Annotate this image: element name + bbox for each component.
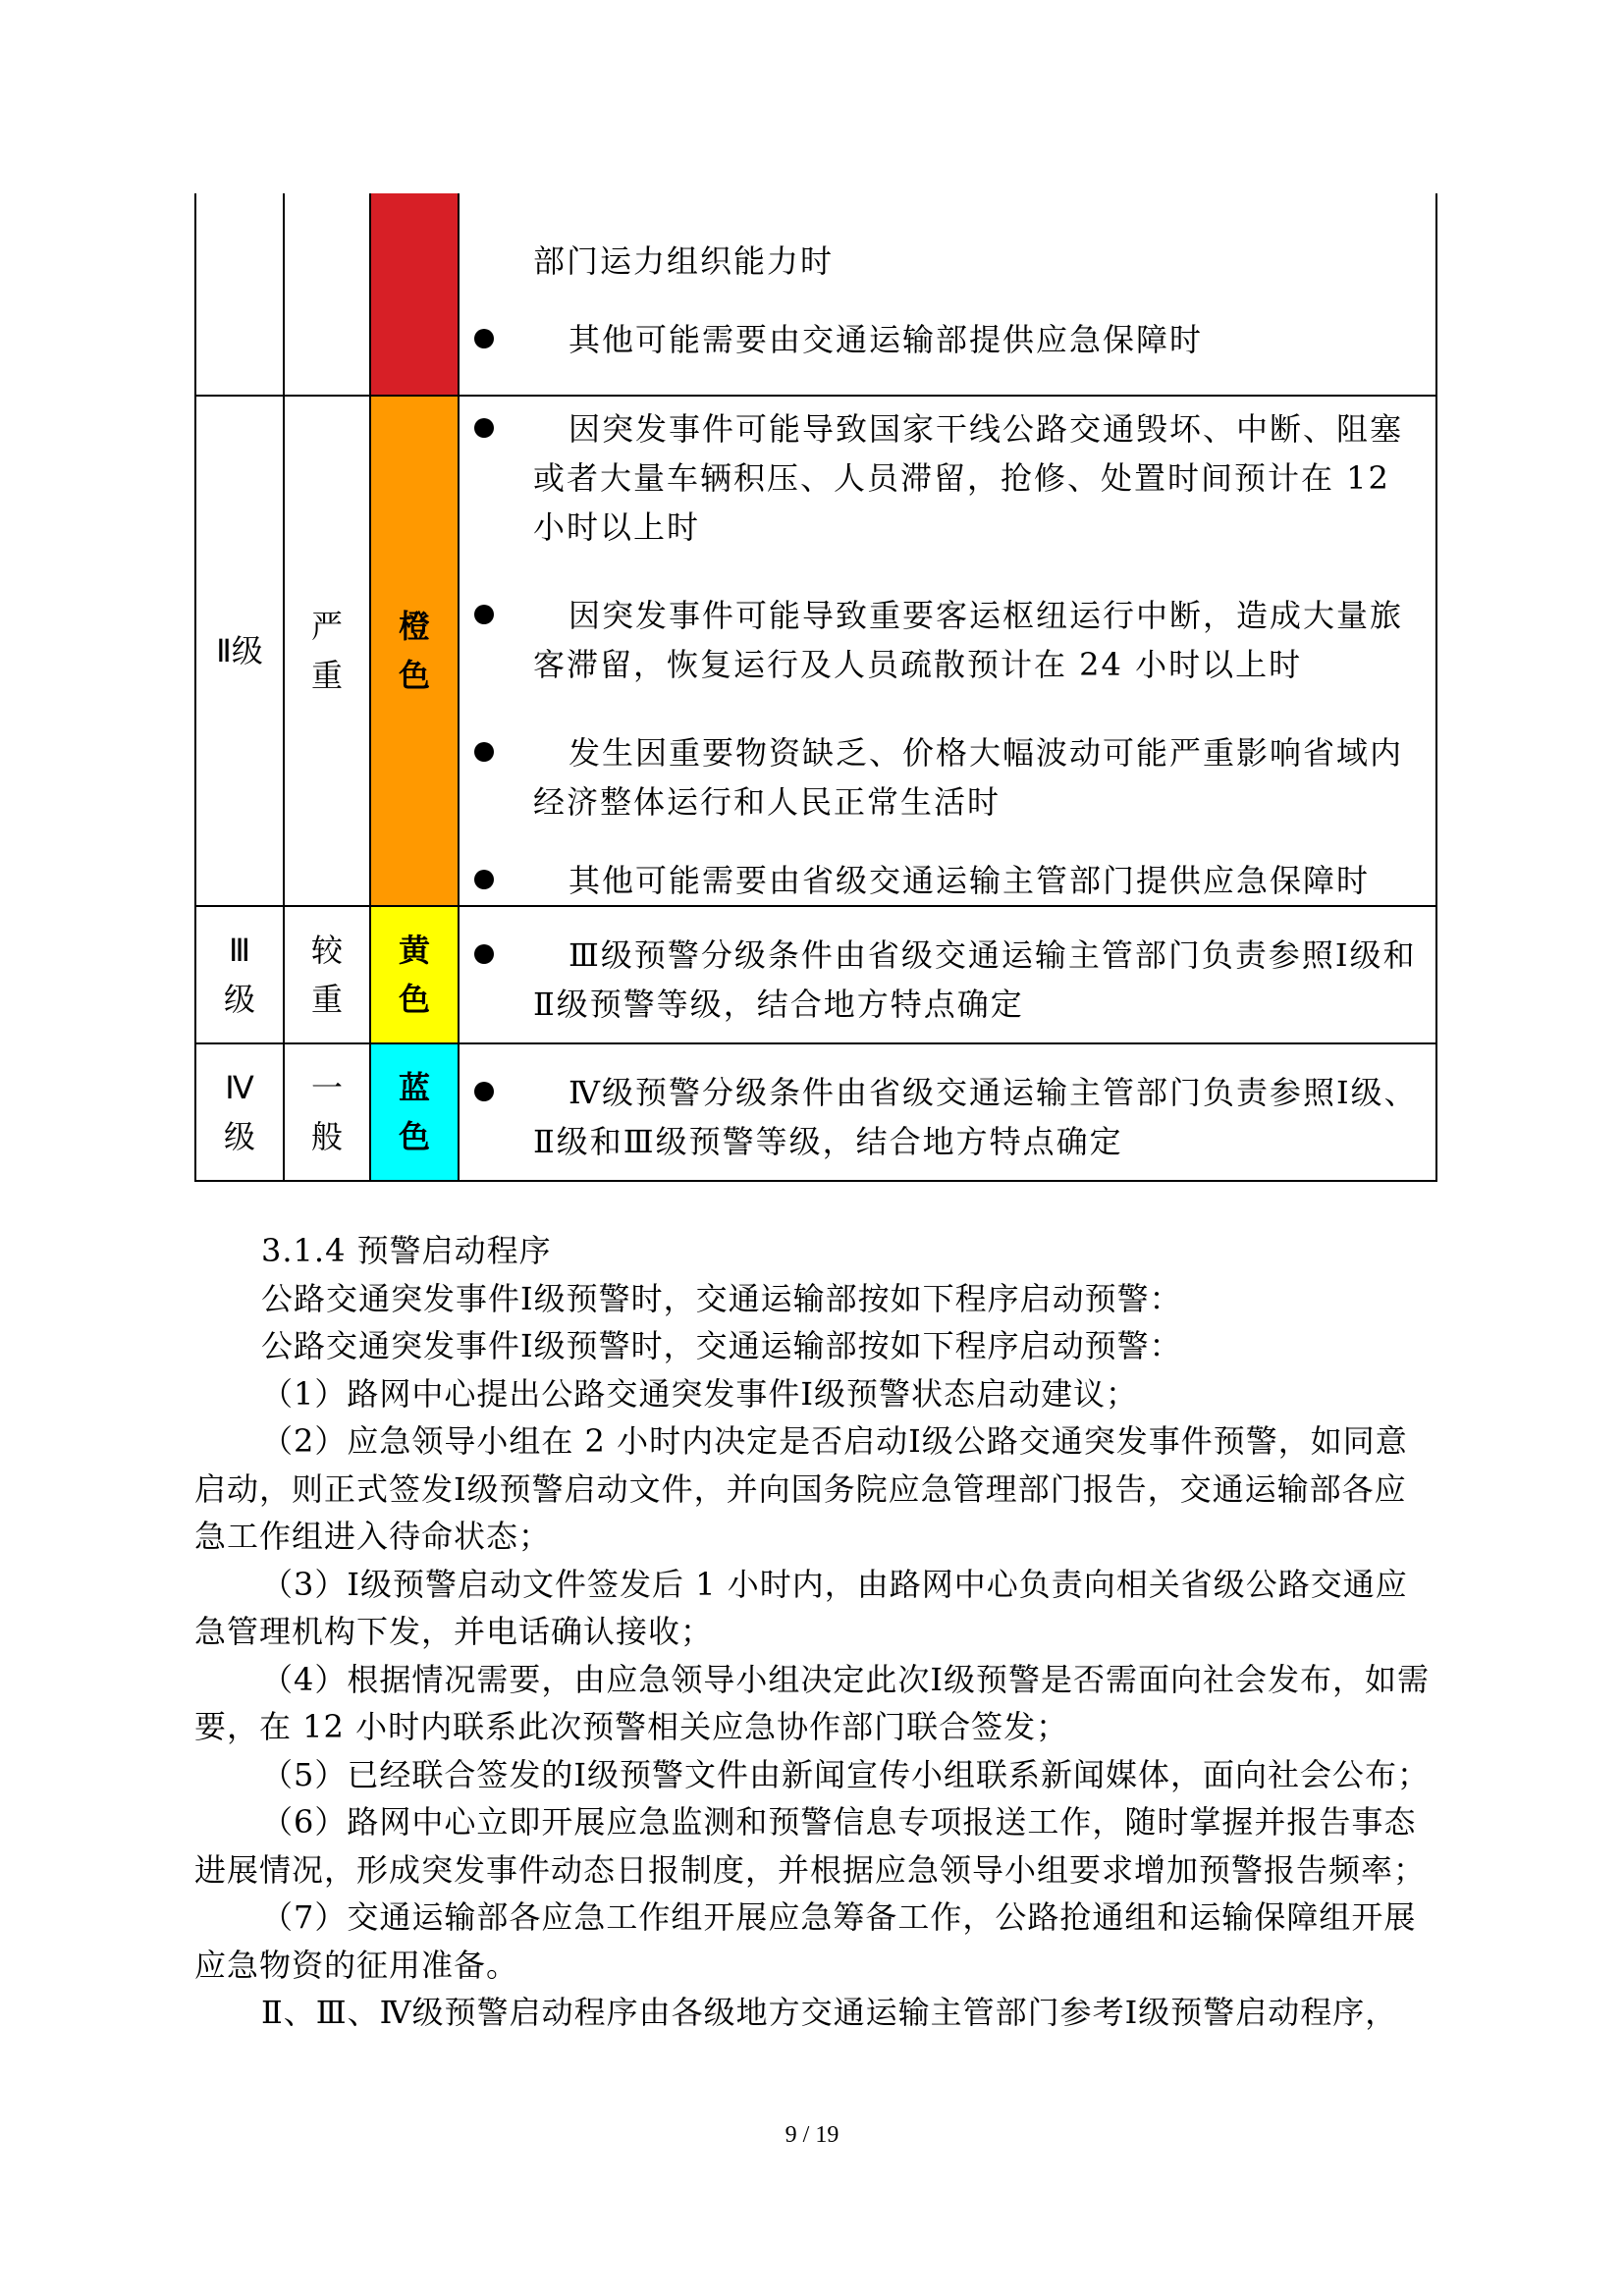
color-label-text: 色: [398, 1118, 430, 1155]
color-cell-yellow: [370, 906, 459, 1043]
paragraph: （2）应急领导小组在 2 小时内决定是否启动Ⅰ级公路交通突发事件预警，如同意启动，则正式签发Ⅰ级预警启动文件，并向国务院应急管理部门报告，交通运输部各应急工作组进入待命状态；: [194, 1422, 1408, 1555]
bullet-icon: [474, 329, 494, 348]
level-cell: [195, 193, 284, 396]
paragraph: 公路交通突发事件Ⅰ级预警时，交通运输部按如下程序启动预警：: [261, 1279, 1182, 1317]
color-label-text: 色: [398, 657, 430, 694]
condition-text: 部门运力组织能力时: [533, 241, 835, 280]
bullet-icon: [474, 944, 494, 964]
condition-item: [460, 1068, 1435, 1166]
condition-item: [460, 591, 1435, 689]
condition-text: 发生因重要物资缺乏、价格大幅波动可能严重影响省域内经济整体运行和人民正常生活时: [533, 734, 1404, 821]
level-text: 级: [223, 1118, 255, 1155]
condition-item: [460, 856, 1435, 905]
condition-list: [460, 931, 1435, 1029]
section-heading: 3.1.4 预警启动程序: [261, 1232, 552, 1269]
severity-cell: [284, 193, 370, 396]
condition-item: [460, 728, 1435, 827]
warning-level-table-body: [195, 193, 1436, 1181]
paragraph: （3）Ⅰ级预警启动文件签发后 1 小时内，由路网中心负责向相关省级公路交通应急管理机构下发，并电话确认接收；: [194, 1565, 1408, 1650]
paragraph: （4）根据情况需要，由应急领导小组决定此次Ⅰ级预警是否需面向社会发布，如需要，在 12 小时内联系此次预警相关应急协作部门联合签发；: [194, 1660, 1431, 1745]
condition-item: [460, 315, 1435, 364]
condition-text: Ⅲ级预警分级条件由省级交通运输主管部门负责参照Ⅰ级和Ⅱ级预警等级，结合地方特点确定: [533, 936, 1417, 1023]
table-row: [195, 1043, 1436, 1181]
paragraph: （1）路网中心提出公路交通突发事件Ⅰ级预警状态启动建议；: [261, 1374, 1139, 1413]
conditions-cell: [459, 396, 1436, 906]
condition-list: [460, 404, 1435, 905]
section-body: [194, 1227, 1437, 2037]
severity-cell: [284, 906, 370, 1043]
paragraph-list: [194, 1275, 1437, 2037]
color-label-text: 橙: [398, 608, 430, 645]
severity-text: 般: [310, 1118, 343, 1155]
color-cell-orange: [370, 396, 459, 906]
table-row: [195, 396, 1436, 906]
table-row: [195, 906, 1436, 1043]
bullet-icon: [474, 870, 494, 889]
paragraph: （6）路网中心立即开展应急监测和预警信息专项报送工作，随时掌握并报告事态进展情况，形成突发事件动态日报制度，并根据应急领导小组要求增加预警报告频率；: [194, 1803, 1427, 1889]
bullet-icon: [474, 605, 494, 624]
table-row: [195, 193, 1436, 396]
severity-cell: [284, 1043, 370, 1181]
conditions-cell: [459, 193, 1436, 396]
severity-text: 较: [310, 932, 343, 969]
bullet-icon: [474, 742, 494, 762]
condition-list: [460, 1068, 1435, 1166]
level-text: Ⅳ: [225, 1069, 254, 1106]
color-label-text: 黄: [398, 932, 430, 969]
condition-text: 其他可能需要由交通运输部提供应急保障时: [568, 320, 1204, 358]
level-cell: [195, 906, 284, 1043]
level-text: 级: [223, 981, 255, 1018]
page-number: 9 / 19: [785, 2122, 839, 2148]
level-text: Ⅲ: [228, 932, 251, 969]
paragraph: Ⅱ、Ⅲ、Ⅳ级预警启动程序由各级地方交通运输主管部门参考Ⅰ级预警启动程序，: [261, 1994, 1398, 2031]
condition-text: 其他可能需要由省级交通运输主管部门提供应急保障时: [568, 862, 1371, 899]
paragraph: 公路交通突发事件Ⅰ级预警时，交通运输部按如下程序启动预警：: [261, 1327, 1182, 1364]
level-cell: [195, 1043, 284, 1181]
condition-text: 因突发事件可能导致重要客运枢纽运行中断，造成大量旅客滞留，恢复运行及人员疏散预计在 24 小时以上时: [533, 597, 1404, 683]
bullet-icon: [474, 418, 494, 438]
level-text: Ⅱ级: [216, 632, 263, 669]
color-cell-blue: [370, 1043, 459, 1181]
conditions-cell: [459, 1043, 1436, 1181]
condition-item: [460, 404, 1435, 552]
color-label-text: 蓝: [398, 1069, 430, 1106]
color-cell-red: [370, 193, 459, 396]
condition-text: Ⅳ级预警分级条件由省级交通运输主管部门负责参照Ⅰ级、Ⅱ级和Ⅲ级预警等级，结合地方特点确定: [533, 1074, 1418, 1160]
severity-text: 一: [310, 1069, 343, 1106]
warning-level-table: [194, 193, 1437, 1182]
conditions-cell: [459, 906, 1436, 1043]
severity-text: 重: [310, 981, 343, 1018]
severity-text: 重: [310, 657, 343, 694]
severity-text: 严: [310, 608, 343, 645]
paragraph: （5）已经联合签发的Ⅰ级预警文件由新闻宣传小组联系新闻媒体，面向社会公布；: [261, 1755, 1431, 1793]
condition-item: [460, 237, 1435, 286]
condition-item: [460, 931, 1435, 1029]
bullet-icon: [474, 1082, 494, 1101]
color-label-text: 色: [398, 981, 430, 1018]
severity-cell: [284, 396, 370, 906]
paragraph: （7）交通运输部各应急工作组开展应急筹备工作，公路抢通组和运输保障组开展应急物资的征用准备。: [194, 1898, 1417, 1984]
condition-text: 因突发事件可能导致国家干线公路交通毁坏、中断、阻塞或者大量车辆积压、人员滞留，抢修、处置时间预计在 12 小时以上时: [533, 410, 1404, 546]
condition-list: [460, 237, 1435, 364]
level-cell: [195, 396, 284, 906]
